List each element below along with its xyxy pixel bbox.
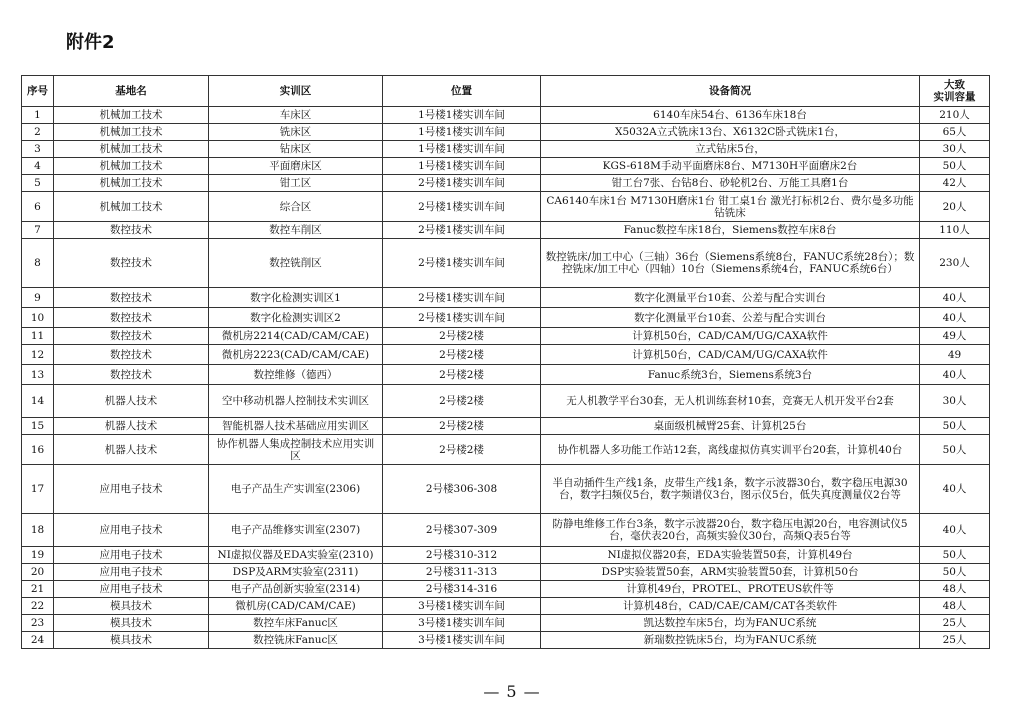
- table-row: [22, 418, 990, 435]
- equipment-summary: 数字化测量平台10套、公差与配合实训台: [541, 288, 920, 308]
- equipment-summary: X5032A立式铣床13台、X6132C卧式铣床1台，: [541, 124, 920, 141]
- training-area: 钳工区: [209, 175, 383, 192]
- training-area: 数控车削区: [209, 222, 383, 239]
- location: 1号楼1楼实训车间: [383, 158, 541, 175]
- base-name: 机械加工技术: [54, 141, 209, 158]
- row-index: 18: [22, 514, 54, 547]
- capacity: 40人: [920, 288, 990, 308]
- location: 2号楼1楼实训车间: [383, 288, 541, 308]
- capacity: 25人: [920, 615, 990, 632]
- location: 3号楼1楼实训车间: [383, 615, 541, 632]
- base-name: 机械加工技术: [54, 192, 209, 222]
- capacity: 50人: [920, 418, 990, 435]
- location: 1号楼1楼实训车间: [383, 141, 541, 158]
- equipment-summary: NI虚拟仪器20套，EDA实验装置50套，计算机49台: [541, 547, 920, 564]
- base-name: 数控技术: [54, 365, 209, 385]
- row-index: 12: [22, 345, 54, 365]
- row-index: 20: [22, 564, 54, 581]
- table-row: [22, 632, 990, 649]
- location: 2号楼2楼: [383, 435, 541, 465]
- row-index: 4: [22, 158, 54, 175]
- row-index: 14: [22, 385, 54, 418]
- base-name: 数控技术: [54, 328, 209, 345]
- training-area: 数字化检测实训区1: [209, 288, 383, 308]
- table-row: [22, 124, 990, 141]
- column-index-header: 序号: [22, 76, 54, 107]
- location: 3号楼1楼实训车间: [383, 598, 541, 615]
- capacity: 110人: [920, 222, 990, 239]
- equipment-summary: 数控铣床/加工中心（三轴）36台（Siemens系统8台，FANUC系统28台）；数控铣床/加工中心（四轴）10台（Siemens系统4台，FANUC系统6台）: [541, 239, 920, 288]
- row-index: 2: [22, 124, 54, 141]
- training-area: 协作机器人集成控制技术应用实训区: [209, 435, 383, 465]
- equipment-summary: 协作机器人多功能工作站12套，离线虚拟仿真实训平台20套，计算机40台: [541, 435, 920, 465]
- row-index: 24: [22, 632, 54, 649]
- equipment-summary: 6140车床54台、6136车床18台: [541, 107, 920, 124]
- row-index: 8: [22, 239, 54, 288]
- training-area: 铣床区: [209, 124, 383, 141]
- location: 2号楼1楼实训车间: [383, 308, 541, 328]
- base-name: 机器人技术: [54, 418, 209, 435]
- base-name: 模具技术: [54, 632, 209, 649]
- equipment-summary: 立式钻床5台，: [541, 141, 920, 158]
- row-index: 13: [22, 365, 54, 385]
- equipment-summary: DSP实验装置50套，ARM实验装置50套，计算机50台: [541, 564, 920, 581]
- capacity: 50人: [920, 547, 990, 564]
- base-name: 机械加工技术: [54, 175, 209, 192]
- table-row: [22, 141, 990, 158]
- row-index: 11: [22, 328, 54, 345]
- capacity: 48人: [920, 598, 990, 615]
- training-area: 数控维修（德西）: [209, 365, 383, 385]
- equipment-summary: 凯达数控车床5台，均为FANUC系统: [541, 615, 920, 632]
- table-row: [22, 158, 990, 175]
- equipment-summary: 计算机49台，PROTEL、PROTEUS软件等: [541, 581, 920, 598]
- location: 3号楼1楼实训车间: [383, 632, 541, 649]
- table-row: [22, 547, 990, 564]
- row-index: 21: [22, 581, 54, 598]
- row-index: 23: [22, 615, 54, 632]
- base-name: 应用电子技术: [54, 581, 209, 598]
- base-name: 机械加工技术: [54, 107, 209, 124]
- capacity: 65人: [920, 124, 990, 141]
- training-area: 车床区: [209, 107, 383, 124]
- base-name: 数控技术: [54, 239, 209, 288]
- location: 1号楼1楼实训车间: [383, 124, 541, 141]
- training-area: DSP及ARM实验室(2311): [209, 564, 383, 581]
- equipment-summary: 无人机教学平台30套，无人机训练套材10套，竞赛无人机开发平台2套: [541, 385, 920, 418]
- training-area: 电子产品创新实验室(2314): [209, 581, 383, 598]
- location: 2号楼1楼实训车间: [383, 239, 541, 288]
- equipment-summary: 计算机50台，CAD/CAM/UG/CAXA软件: [541, 345, 920, 365]
- location: 2号楼307-309: [383, 514, 541, 547]
- training-area: 数控铣床Fanuc区: [209, 632, 383, 649]
- base-name: 应用电子技术: [54, 564, 209, 581]
- training-area: NI虚拟仪器及EDA实验室(2310): [209, 547, 383, 564]
- row-index: 7: [22, 222, 54, 239]
- training-area: 微机房2214(CAD/CAM/CAE): [209, 328, 383, 345]
- row-index: 10: [22, 308, 54, 328]
- column-training-area-header: 实训区: [209, 76, 383, 107]
- equipment-summary: KGS-618M手动平面磨床8台、M7130H平面磨床2台: [541, 158, 920, 175]
- column-location-header: 位置: [383, 76, 541, 107]
- location: 2号楼2楼: [383, 418, 541, 435]
- capacity: 40人: [920, 365, 990, 385]
- training-area: 微机房2223(CAD/CAM/CAE): [209, 345, 383, 365]
- capacity: 50人: [920, 158, 990, 175]
- training-area: 微机房(CAD/CAM/CAE): [209, 598, 383, 615]
- table-row: [22, 615, 990, 632]
- equipment-summary: CA6140车床1台 M7130H磨床1台 钳工桌1台 激光打标机2台、费尔曼多功能钻铣床: [541, 192, 920, 222]
- base-name: 应用电子技术: [54, 465, 209, 514]
- equipment-summary: 计算机48台，CAD/CAE/CAM/CAT各类软件: [541, 598, 920, 615]
- location: 2号楼1楼实训车间: [383, 175, 541, 192]
- table-row: [22, 365, 990, 385]
- equipment-summary: Fanuc数控车床18台，Siemens数控车床8台: [541, 222, 920, 239]
- training-area: 电子产品维修实训室(2307): [209, 514, 383, 547]
- training-base-table: [21, 75, 990, 649]
- row-index: 5: [22, 175, 54, 192]
- table-row: [22, 328, 990, 345]
- table-row: [22, 192, 990, 222]
- base-name: 数控技术: [54, 222, 209, 239]
- row-index: 17: [22, 465, 54, 514]
- training-area: 平面磨床区: [209, 158, 383, 175]
- row-index: 6: [22, 192, 54, 222]
- equipment-summary: 防静电维修工作台3条，数字示波器20台，数字稳压电源20台，电容测试仪5台，毫伏表20台，高频实验仪30台，高频Q表5台等: [541, 514, 920, 547]
- table-row: [22, 564, 990, 581]
- location: 2号楼2楼: [383, 385, 541, 418]
- training-area: 钻床区: [209, 141, 383, 158]
- table-row: [22, 288, 990, 308]
- equipment-summary: 新瑞数控铣床5台，均为FANUC系统: [541, 632, 920, 649]
- location: 2号楼1楼实训车间: [383, 222, 541, 239]
- capacity: 42人: [920, 175, 990, 192]
- location: 2号楼310-312: [383, 547, 541, 564]
- row-index: 3: [22, 141, 54, 158]
- table-row: [22, 345, 990, 365]
- table-row: [22, 175, 990, 192]
- attachment-label: 附件2: [66, 32, 115, 53]
- equipment-summary: 数字化测量平台10套、公差与配合实训台: [541, 308, 920, 328]
- table-row: [22, 308, 990, 328]
- capacity: 40人: [920, 308, 990, 328]
- location: 2号楼2楼: [383, 328, 541, 345]
- location: 2号楼2楼: [383, 365, 541, 385]
- capacity: 40人: [920, 465, 990, 514]
- row-index: 22: [22, 598, 54, 615]
- location: 2号楼306-308: [383, 465, 541, 514]
- column-capacity-header: 大致 实训容量: [920, 76, 990, 107]
- row-index: 9: [22, 288, 54, 308]
- capacity: 50人: [920, 564, 990, 581]
- training-area: 数控铣削区: [209, 239, 383, 288]
- base-name: 机器人技术: [54, 435, 209, 465]
- table-row: [22, 222, 990, 239]
- table-row: [22, 514, 990, 547]
- base-name: 机械加工技术: [54, 124, 209, 141]
- table-row: [22, 581, 990, 598]
- page-number: — 5 —: [483, 682, 541, 701]
- table-row: [22, 107, 990, 124]
- equipment-summary: 半自动插件生产线1条，皮带生产线1条，数字示波器30台，数字稳压电源30台，数字扫频仪5台，数字频谱仪3台，图示仪5台，低失真度测量仪2台等: [541, 465, 920, 514]
- table-row: [22, 598, 990, 615]
- table-row: [22, 435, 990, 465]
- capacity: 30人: [920, 141, 990, 158]
- capacity: 230人: [920, 239, 990, 288]
- row-index: 15: [22, 418, 54, 435]
- training-area: 智能机器人技术基础应用实训区: [209, 418, 383, 435]
- table-row: [22, 385, 990, 418]
- base-name: 机械加工技术: [54, 158, 209, 175]
- capacity: 48人: [920, 581, 990, 598]
- equipment-summary: 钳工台7张、台钻8台、砂轮机2台、万能工具磨1台: [541, 175, 920, 192]
- location: 2号楼2楼: [383, 345, 541, 365]
- column-base-name-header: 基地名: [54, 76, 209, 107]
- row-index: 1: [22, 107, 54, 124]
- location: 1号楼1楼实训车间: [383, 107, 541, 124]
- table-row: [22, 239, 990, 288]
- base-name: 机器人技术: [54, 385, 209, 418]
- base-name: 数控技术: [54, 308, 209, 328]
- capacity: 50人: [920, 435, 990, 465]
- equipment-summary: 计算机50台，CAD/CAM/UG/CAXA软件: [541, 328, 920, 345]
- training-area: 综合区: [209, 192, 383, 222]
- base-name: 数控技术: [54, 288, 209, 308]
- capacity: 25人: [920, 632, 990, 649]
- capacity: 40人: [920, 514, 990, 547]
- equipment-summary: 桌面级机械臂25套、计算机25台: [541, 418, 920, 435]
- capacity: 49: [920, 345, 990, 365]
- capacity: 30人: [920, 385, 990, 418]
- training-area: 数字化检测实训区2: [209, 308, 383, 328]
- row-index: 16: [22, 435, 54, 465]
- base-name: 应用电子技术: [54, 547, 209, 564]
- capacity: 210人: [920, 107, 990, 124]
- base-name: 数控技术: [54, 345, 209, 365]
- training-area: 空中移动机器人控制技术实训区: [209, 385, 383, 418]
- table-row: [22, 465, 990, 514]
- base-name: 模具技术: [54, 598, 209, 615]
- equipment-summary: Fanuc系统3台，Siemens系统3台: [541, 365, 920, 385]
- table-header-row: [22, 76, 990, 107]
- base-name: 模具技术: [54, 615, 209, 632]
- training-area: 数控车床Fanuc区: [209, 615, 383, 632]
- row-index: 19: [22, 547, 54, 564]
- location: 2号楼311-313: [383, 564, 541, 581]
- capacity: 49人: [920, 328, 990, 345]
- base-name: 应用电子技术: [54, 514, 209, 547]
- column-equipment-header: 设备简况: [541, 76, 920, 107]
- capacity: 20人: [920, 192, 990, 222]
- location: 2号楼1楼实训车间: [383, 192, 541, 222]
- location: 2号楼314-316: [383, 581, 541, 598]
- training-area: 电子产品生产实训室(2306): [209, 465, 383, 514]
